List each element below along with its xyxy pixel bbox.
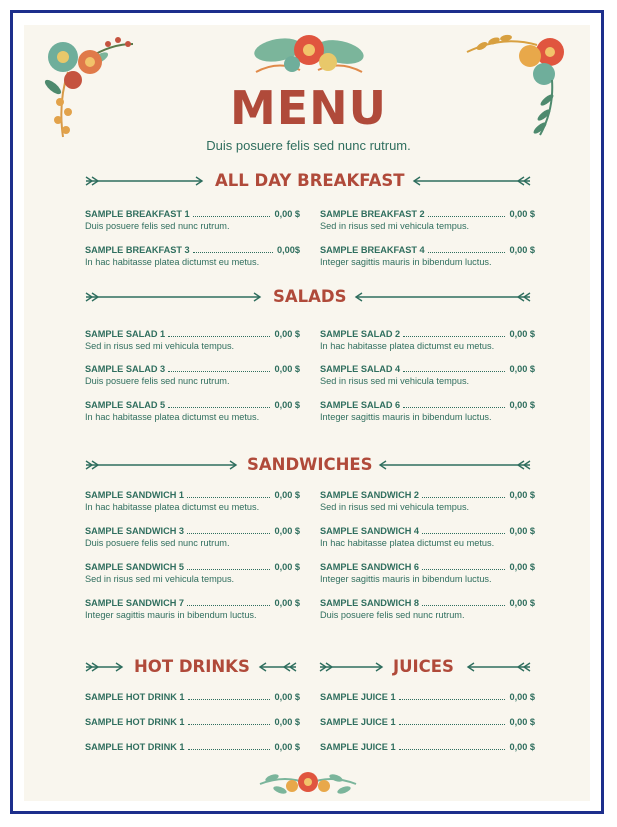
item-name: SAMPLE HOT DRINK 1 <box>85 742 185 752</box>
item-price: 0,00 $ <box>509 742 535 752</box>
arrow-left-icon <box>376 459 532 471</box>
item-desc: Integer sagittis mauris in bibendum luctus. <box>85 610 257 620</box>
section-hot-drinks-title: HOT DRINKS <box>134 657 250 676</box>
menu-item <box>85 489 300 513</box>
menu-item <box>85 525 300 549</box>
item-name: SAMPLE BREAKFAST 1 <box>85 209 190 219</box>
floral-bottom-center-icon <box>256 764 360 802</box>
item-name: SAMPLE BREAKFAST 2 <box>320 209 425 219</box>
item-price: 0,00 $ <box>509 209 535 219</box>
menu-item <box>85 561 300 585</box>
arrow-left-icon <box>464 661 532 673</box>
item-price: 0,00 $ <box>509 598 535 608</box>
item-desc: Sed in risus sed mi vehicula tempus. <box>85 341 235 351</box>
item-name: SAMPLE HOT DRINK 1 <box>85 692 185 702</box>
section-sandwiches-header <box>0 455 617 475</box>
menu-item <box>85 741 300 753</box>
item-desc: Duis posuere felis sed nunc rutrum. <box>85 376 230 386</box>
item-name: SAMPLE BREAKFAST 4 <box>320 245 425 255</box>
menu-item <box>320 741 535 753</box>
item-price: 0,00 $ <box>509 526 535 536</box>
item-desc: Sed in risus sed mi vehicula tempus. <box>320 376 470 386</box>
section-salads-header <box>0 287 617 307</box>
item-price: 0,00 $ <box>274 598 300 608</box>
item-price: 0,00 $ <box>274 526 300 536</box>
item-name: SAMPLE HOT DRINK 1 <box>85 717 185 727</box>
section-breakfast-header <box>0 171 617 191</box>
item-desc: Sed in risus sed mi vehicula tempus. <box>320 221 470 231</box>
item-price: 0,00 $ <box>509 717 535 727</box>
section-juices-header <box>0 657 617 677</box>
item-desc: Duis posuere felis sed nunc rutrum. <box>85 221 230 231</box>
arrow-right-icon <box>318 661 386 673</box>
item-name: SAMPLE SANDWICH 8 <box>320 598 420 608</box>
item-desc: Integer sagittis mauris in bibendum luctus. <box>320 257 492 267</box>
menu-item <box>85 716 300 728</box>
floral-top-center-icon <box>248 32 370 82</box>
section-salads-title: SALADS <box>273 287 347 306</box>
menu-item <box>85 363 300 387</box>
item-price: 0,00 $ <box>274 364 300 374</box>
item-desc: Duis posuere felis sed nunc rutrum. <box>320 610 465 620</box>
item-name: SAMPLE SALAD 1 <box>85 329 166 339</box>
item-price: 0,00 $ <box>509 329 535 339</box>
item-name: SAMPLE BREAKFAST 3 <box>85 245 190 255</box>
arrow-left-icon <box>410 175 532 187</box>
item-name: SAMPLE SANDWICH 7 <box>85 598 185 608</box>
item-price: 0,00 $ <box>509 245 535 255</box>
section-breakfast-title: ALL DAY BREAKFAST <box>215 171 405 190</box>
arrow-right-icon <box>84 175 206 187</box>
menu-item <box>85 328 300 352</box>
item-name: SAMPLE SANDWICH 5 <box>85 562 185 572</box>
arrow-right-icon <box>84 291 264 303</box>
item-desc: Integer sagittis mauris in bibendum luctus. <box>320 574 492 584</box>
menu-item <box>320 244 535 268</box>
menu-item <box>320 561 535 585</box>
item-name: SAMPLE SALAD 6 <box>320 400 401 410</box>
item-price: 0,00 $ <box>274 562 300 572</box>
menu-item <box>85 597 300 621</box>
item-desc: Sed in risus sed mi vehicula tempus. <box>320 502 470 512</box>
menu-item <box>85 208 300 232</box>
menu-item <box>85 399 300 423</box>
menu-item <box>320 597 535 621</box>
menu-title: MENU <box>229 81 388 135</box>
item-name: SAMPLE SALAD 5 <box>85 400 166 410</box>
item-name: SAMPLE JUICE 1 <box>320 692 396 702</box>
section-juices-title: JUICES <box>393 657 454 676</box>
item-price: 0,00 $ <box>509 400 535 410</box>
item-name: SAMPLE SALAD 4 <box>320 364 401 374</box>
item-name: SAMPLE SANDWICH 3 <box>85 526 185 536</box>
menu-item <box>320 716 535 728</box>
menu-item <box>320 691 535 703</box>
item-price: 0,00 $ <box>509 364 535 374</box>
item-price: 0,00 $ <box>509 562 535 572</box>
item-name: SAMPLE SANDWICH 4 <box>320 526 420 536</box>
item-price: 0,00 $ <box>274 717 300 727</box>
item-price: 0,00 $ <box>274 329 300 339</box>
item-desc: Sed in risus sed mi vehicula tempus. <box>85 574 235 584</box>
arrow-left-icon <box>352 291 532 303</box>
item-name: SAMPLE JUICE 1 <box>320 742 396 752</box>
item-name: SAMPLE SALAD 2 <box>320 329 401 339</box>
item-price: 0,00 $ <box>274 490 300 500</box>
item-name: SAMPLE JUICE 1 <box>320 717 396 727</box>
menu-item <box>320 363 535 387</box>
item-price: 0,00 $ <box>509 692 535 702</box>
menu-subtitle: Duis posuere felis sed nunc rutrum. <box>206 138 411 153</box>
menu-item <box>320 328 535 352</box>
menu-item <box>85 691 300 703</box>
item-price: 0,00 $ <box>274 400 300 410</box>
item-desc: Integer sagittis mauris in bibendum luctus. <box>320 412 492 422</box>
item-desc: In hac habitasse platea dictumst eu metus. <box>320 538 495 548</box>
item-price: 0,00 $ <box>274 692 300 702</box>
menu-item <box>320 399 535 423</box>
item-name: SAMPLE SANDWICH 1 <box>85 490 185 500</box>
item-desc: In hac habitasse platea dictumst eu metus. <box>320 341 495 351</box>
item-desc: In hac habitasse platea dictumst eu metus. <box>85 412 260 422</box>
item-name: SAMPLE SALAD 3 <box>85 364 166 374</box>
menu-item <box>320 208 535 232</box>
section-sandwiches-title: SANDWICHES <box>247 455 373 474</box>
menu-item <box>320 525 535 549</box>
item-name: SAMPLE SANDWICH 2 <box>320 490 420 500</box>
item-price: 0,00 $ <box>274 209 300 219</box>
item-desc: In hac habitasse platea dictumst eu metus. <box>85 257 260 267</box>
item-desc: In hac habitasse platea dictumst eu metus. <box>85 502 260 512</box>
item-price: 0,00 $ <box>509 490 535 500</box>
menu-item <box>320 489 535 513</box>
item-price: 0,00 $ <box>274 742 300 752</box>
menu-item <box>85 244 300 268</box>
item-name: SAMPLE SANDWICH 6 <box>320 562 420 572</box>
arrow-right-icon <box>84 459 240 471</box>
item-price: 0,00$ <box>277 245 300 255</box>
item-desc: Duis posuere felis sed nunc rutrum. <box>85 538 230 548</box>
